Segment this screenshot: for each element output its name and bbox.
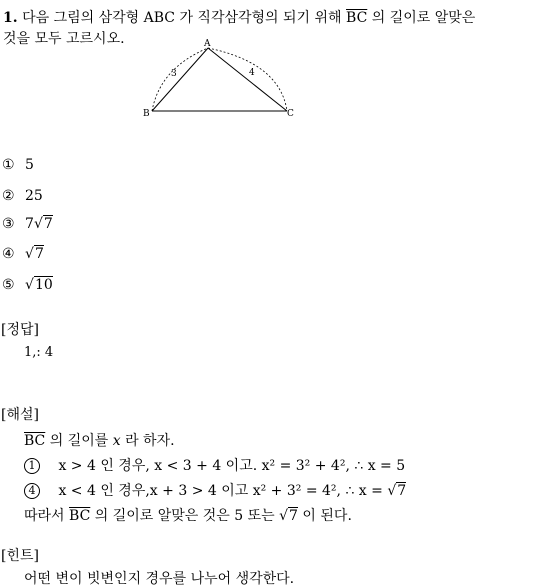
option-2 (2, 188, 43, 204)
option-3-mark: ③ (2, 216, 15, 232)
answer-header: [정답] (1, 322, 39, 338)
option-1-mark: ① (2, 157, 15, 173)
conclusion-post: 이 된다. (297, 508, 352, 524)
option-4-radicand: 7 (34, 246, 44, 262)
case-2-radicand: 7 (397, 483, 407, 499)
explanation-conclusion (24, 505, 352, 525)
case-2-text: x < 4 인 경우,x + 3 > 4 이고 x² + 3² = 4², ∴ x = (58, 483, 388, 499)
side-ab-label: 3 (171, 69, 177, 79)
conclusion-mid: 의 길이로 알맞은 것은 5 또는 (90, 508, 280, 524)
option-2-mark: ② (2, 188, 15, 204)
option-4 (2, 246, 44, 262)
conclusion-pre: 따라서 (24, 508, 70, 524)
triangle-figure (140, 38, 300, 124)
segment-bc: $\overline{BC}$ (24, 433, 46, 449)
question-text-post: 의 길이로 알맞은 (367, 10, 476, 26)
option-3-radicand: 7 (43, 216, 53, 232)
explanation-case-1 (24, 455, 405, 475)
vertex-b-label: B (143, 109, 150, 119)
sqrt-icon: √ (33, 216, 43, 232)
explanation-line-1 (24, 430, 175, 450)
side-ac-line (208, 48, 287, 111)
answer-value: 1,: 4 (24, 345, 54, 360)
case-1-mark: 1 (24, 458, 40, 474)
sqrt-icon: √ (25, 246, 34, 262)
explanation-header: [해설] (1, 407, 39, 423)
segment-bc: $\overline{BC}$ (346, 10, 368, 26)
option-5-radicand: 10 (34, 277, 53, 293)
option-1 (2, 157, 34, 173)
question-text-pre: 다음 그림의 삼각형 ABC 가 직각삼각형의 되기 위해 (22, 10, 347, 26)
explanation-case-2 (24, 480, 406, 500)
hint-header: [힌트] (1, 548, 39, 564)
sqrt-icon: √ (25, 277, 34, 293)
option-3 (2, 216, 53, 232)
option-1-text: 5 (25, 157, 34, 173)
conclusion-radicand: 7 (289, 508, 298, 524)
variable-x: x (112, 433, 121, 449)
case-2-mark: 4 (24, 483, 40, 499)
question-line-2: 것을 모두 고르시오. (3, 31, 125, 47)
vertex-c-label: C (287, 109, 294, 119)
option-5-mark: ⑤ (2, 277, 15, 293)
sqrt-icon: √ (279, 508, 289, 524)
sqrt-icon: √ (387, 483, 397, 499)
side-ac-label: 4 (249, 68, 255, 78)
explanation-l1-post: 라 하자. (120, 433, 175, 449)
option-5 (2, 277, 53, 293)
segment-bc: $\overline{BC}$ (69, 508, 91, 524)
question-number: 1. (3, 10, 18, 26)
option-4-mark: ④ (2, 246, 15, 262)
question-line-1 (3, 7, 475, 27)
side-ab-line (152, 48, 208, 111)
case-1-text: x > 4 인 경우, x < 3 + 4 이고. x² = 3² + 4², ∴ x = 5 (58, 458, 406, 474)
hint-text: 어떤 변이 빗변인지 경우를 나누어 생각한다. (24, 571, 295, 587)
option-3-coef: 7 (25, 216, 34, 232)
explanation-l1-mid: 의 길이를 (45, 433, 113, 449)
vertex-a-label: A (204, 39, 211, 49)
option-2-text: 25 (25, 188, 43, 204)
